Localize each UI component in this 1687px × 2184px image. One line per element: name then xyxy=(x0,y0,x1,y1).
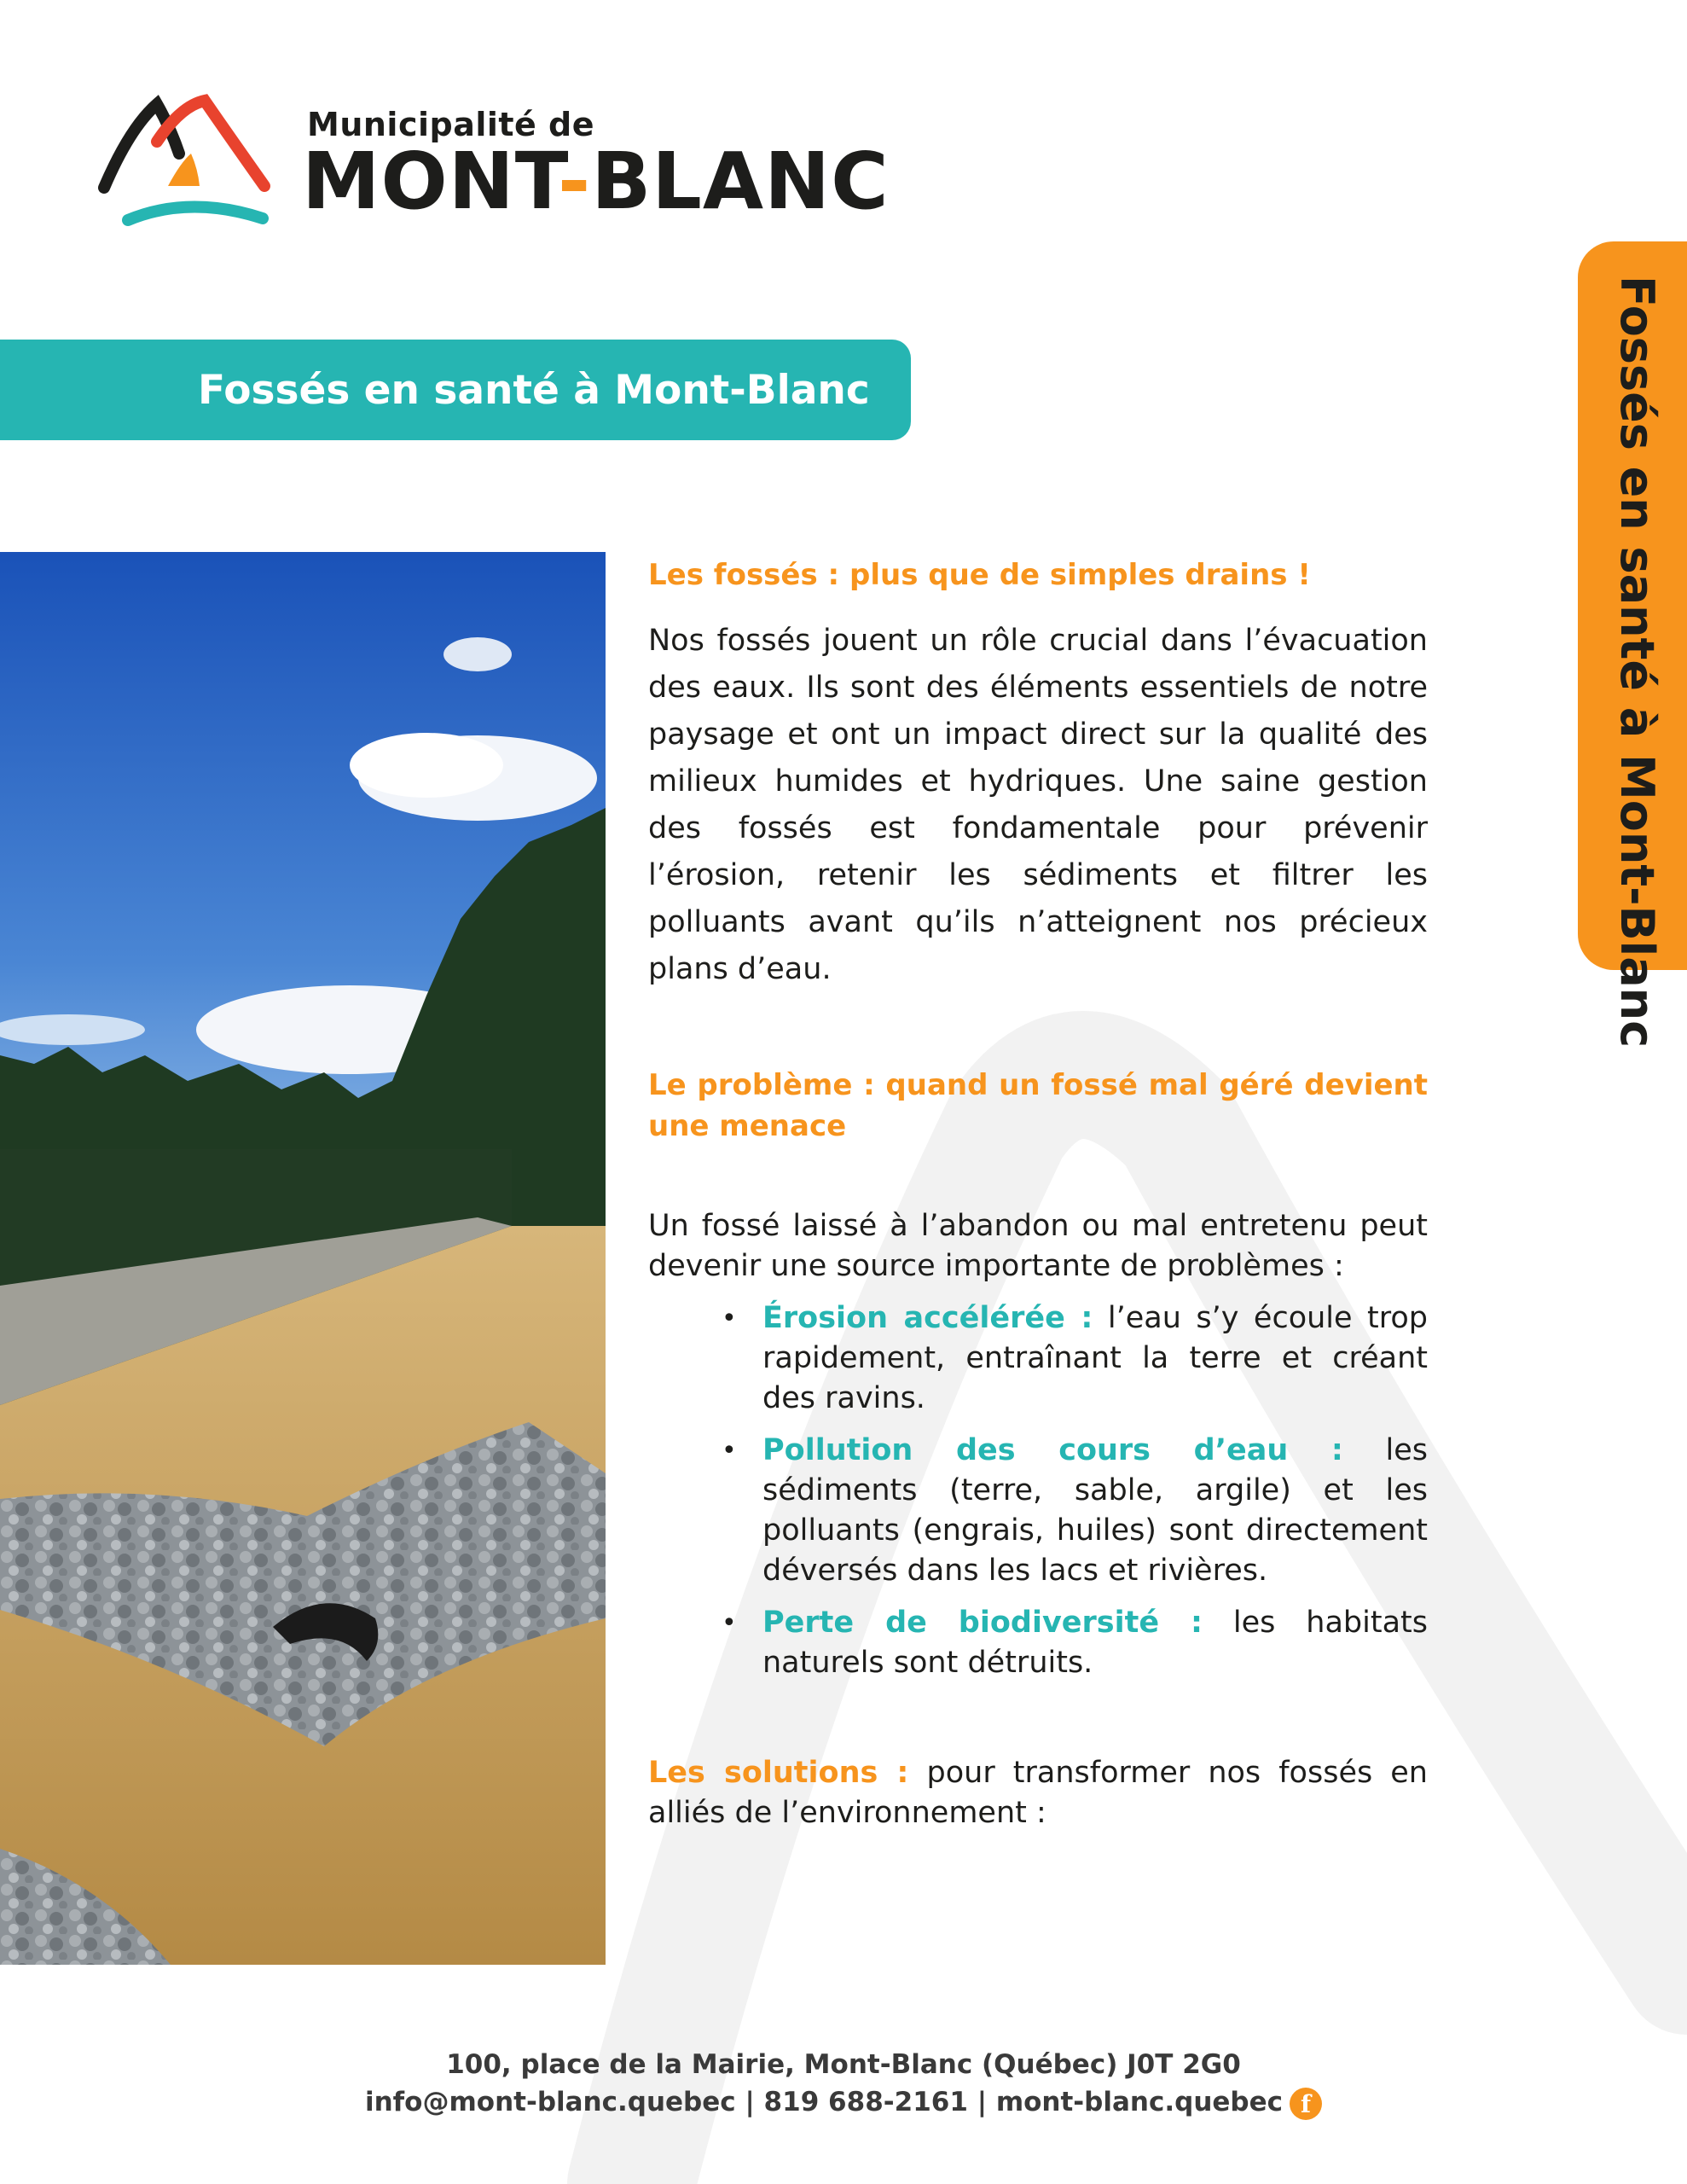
facebook-icon[interactable]: f xyxy=(1290,2088,1322,2120)
section3-lead: Les solutions : xyxy=(648,1756,909,1790)
logo-name-dash: - xyxy=(558,136,592,227)
list-item-text: l’eau s’y écoule trop rapidement, entraînant la terre et créant des ravins. xyxy=(762,1301,1428,1415)
municipality-logo xyxy=(96,94,890,239)
bullet-icon: • xyxy=(722,1436,737,1466)
bullet-icon: • xyxy=(722,1304,737,1333)
section3-body: pour transformer nos fossés en alliés de l’environnement : xyxy=(648,1756,1428,1830)
main-content xyxy=(648,555,1428,1833)
logo-municipality-text: Municipalité de xyxy=(307,106,595,143)
footer-address: 100, place de la Mairie, Mont-Blanc (Québec) J0T 2G0 xyxy=(446,2049,1241,2080)
side-tab xyxy=(1578,241,1687,1048)
list-item-term: Pollution des cours d’eau : xyxy=(762,1433,1343,1467)
footer-contact-line xyxy=(0,2083,1687,2121)
list-item-text: les sédiments (terre, sable, argile) et les polluants (engrais, huiles) sont directement déversés dans les lacs et rivières. xyxy=(762,1433,1428,1588)
list-item xyxy=(722,1298,1428,1419)
list-item xyxy=(722,1431,1428,1591)
roadside-ditch-photo-icon xyxy=(0,552,606,1965)
page-title: Fossés en santé à Mont-Blanc xyxy=(198,367,870,414)
ditch-photo xyxy=(0,552,606,1965)
bullet-icon: • xyxy=(722,1608,737,1638)
side-tab-label: Fossés en santé à Mont-Blanc xyxy=(1610,276,1664,1048)
section2-intro: Un fossé laissé à l’abandon ou mal entretenu peut devenir une source importante de problèmes : xyxy=(648,1209,1428,1283)
section1-heading: Les fossés : plus que de simples drains ! xyxy=(648,558,1311,592)
section2-heading: Le problème : quand un fossé mal géré devient une menace xyxy=(648,1068,1428,1143)
list-item-term: Érosion accélérée : xyxy=(762,1301,1093,1335)
logo-name-part2: BLANC xyxy=(591,136,890,227)
logo-name xyxy=(302,135,890,229)
footer-contact: info@mont-blanc.quebec | 819 688-2161 | mont-blanc.quebec xyxy=(364,2087,1284,2117)
section1-body: Nos fossés jouent un rôle crucial dans l’évacuation des eaux. Ils sont des éléments essentiels de notre paysage et ont un impact direct sur la qualité des milieux humides et hydriques. Une saine gestion des fossés est fondamentale pour prévenir l’érosion, retenir les sédiments et filtrer les polluants avant qu’ils n’atteignent nos précieux plans d’eau. xyxy=(648,624,1428,986)
title-banner xyxy=(0,340,911,440)
section3-text xyxy=(648,1753,1428,1833)
footer xyxy=(0,2046,1687,2121)
problem-list xyxy=(722,1298,1428,1683)
list-item-text: les habitats naturels sont détruits. xyxy=(762,1606,1428,1680)
list-item-term: Perte de biodiversité : xyxy=(762,1606,1203,1640)
logo-name-part1: MONT xyxy=(302,136,558,227)
list-item xyxy=(722,1603,1428,1683)
mountain-logo-icon xyxy=(96,94,292,239)
